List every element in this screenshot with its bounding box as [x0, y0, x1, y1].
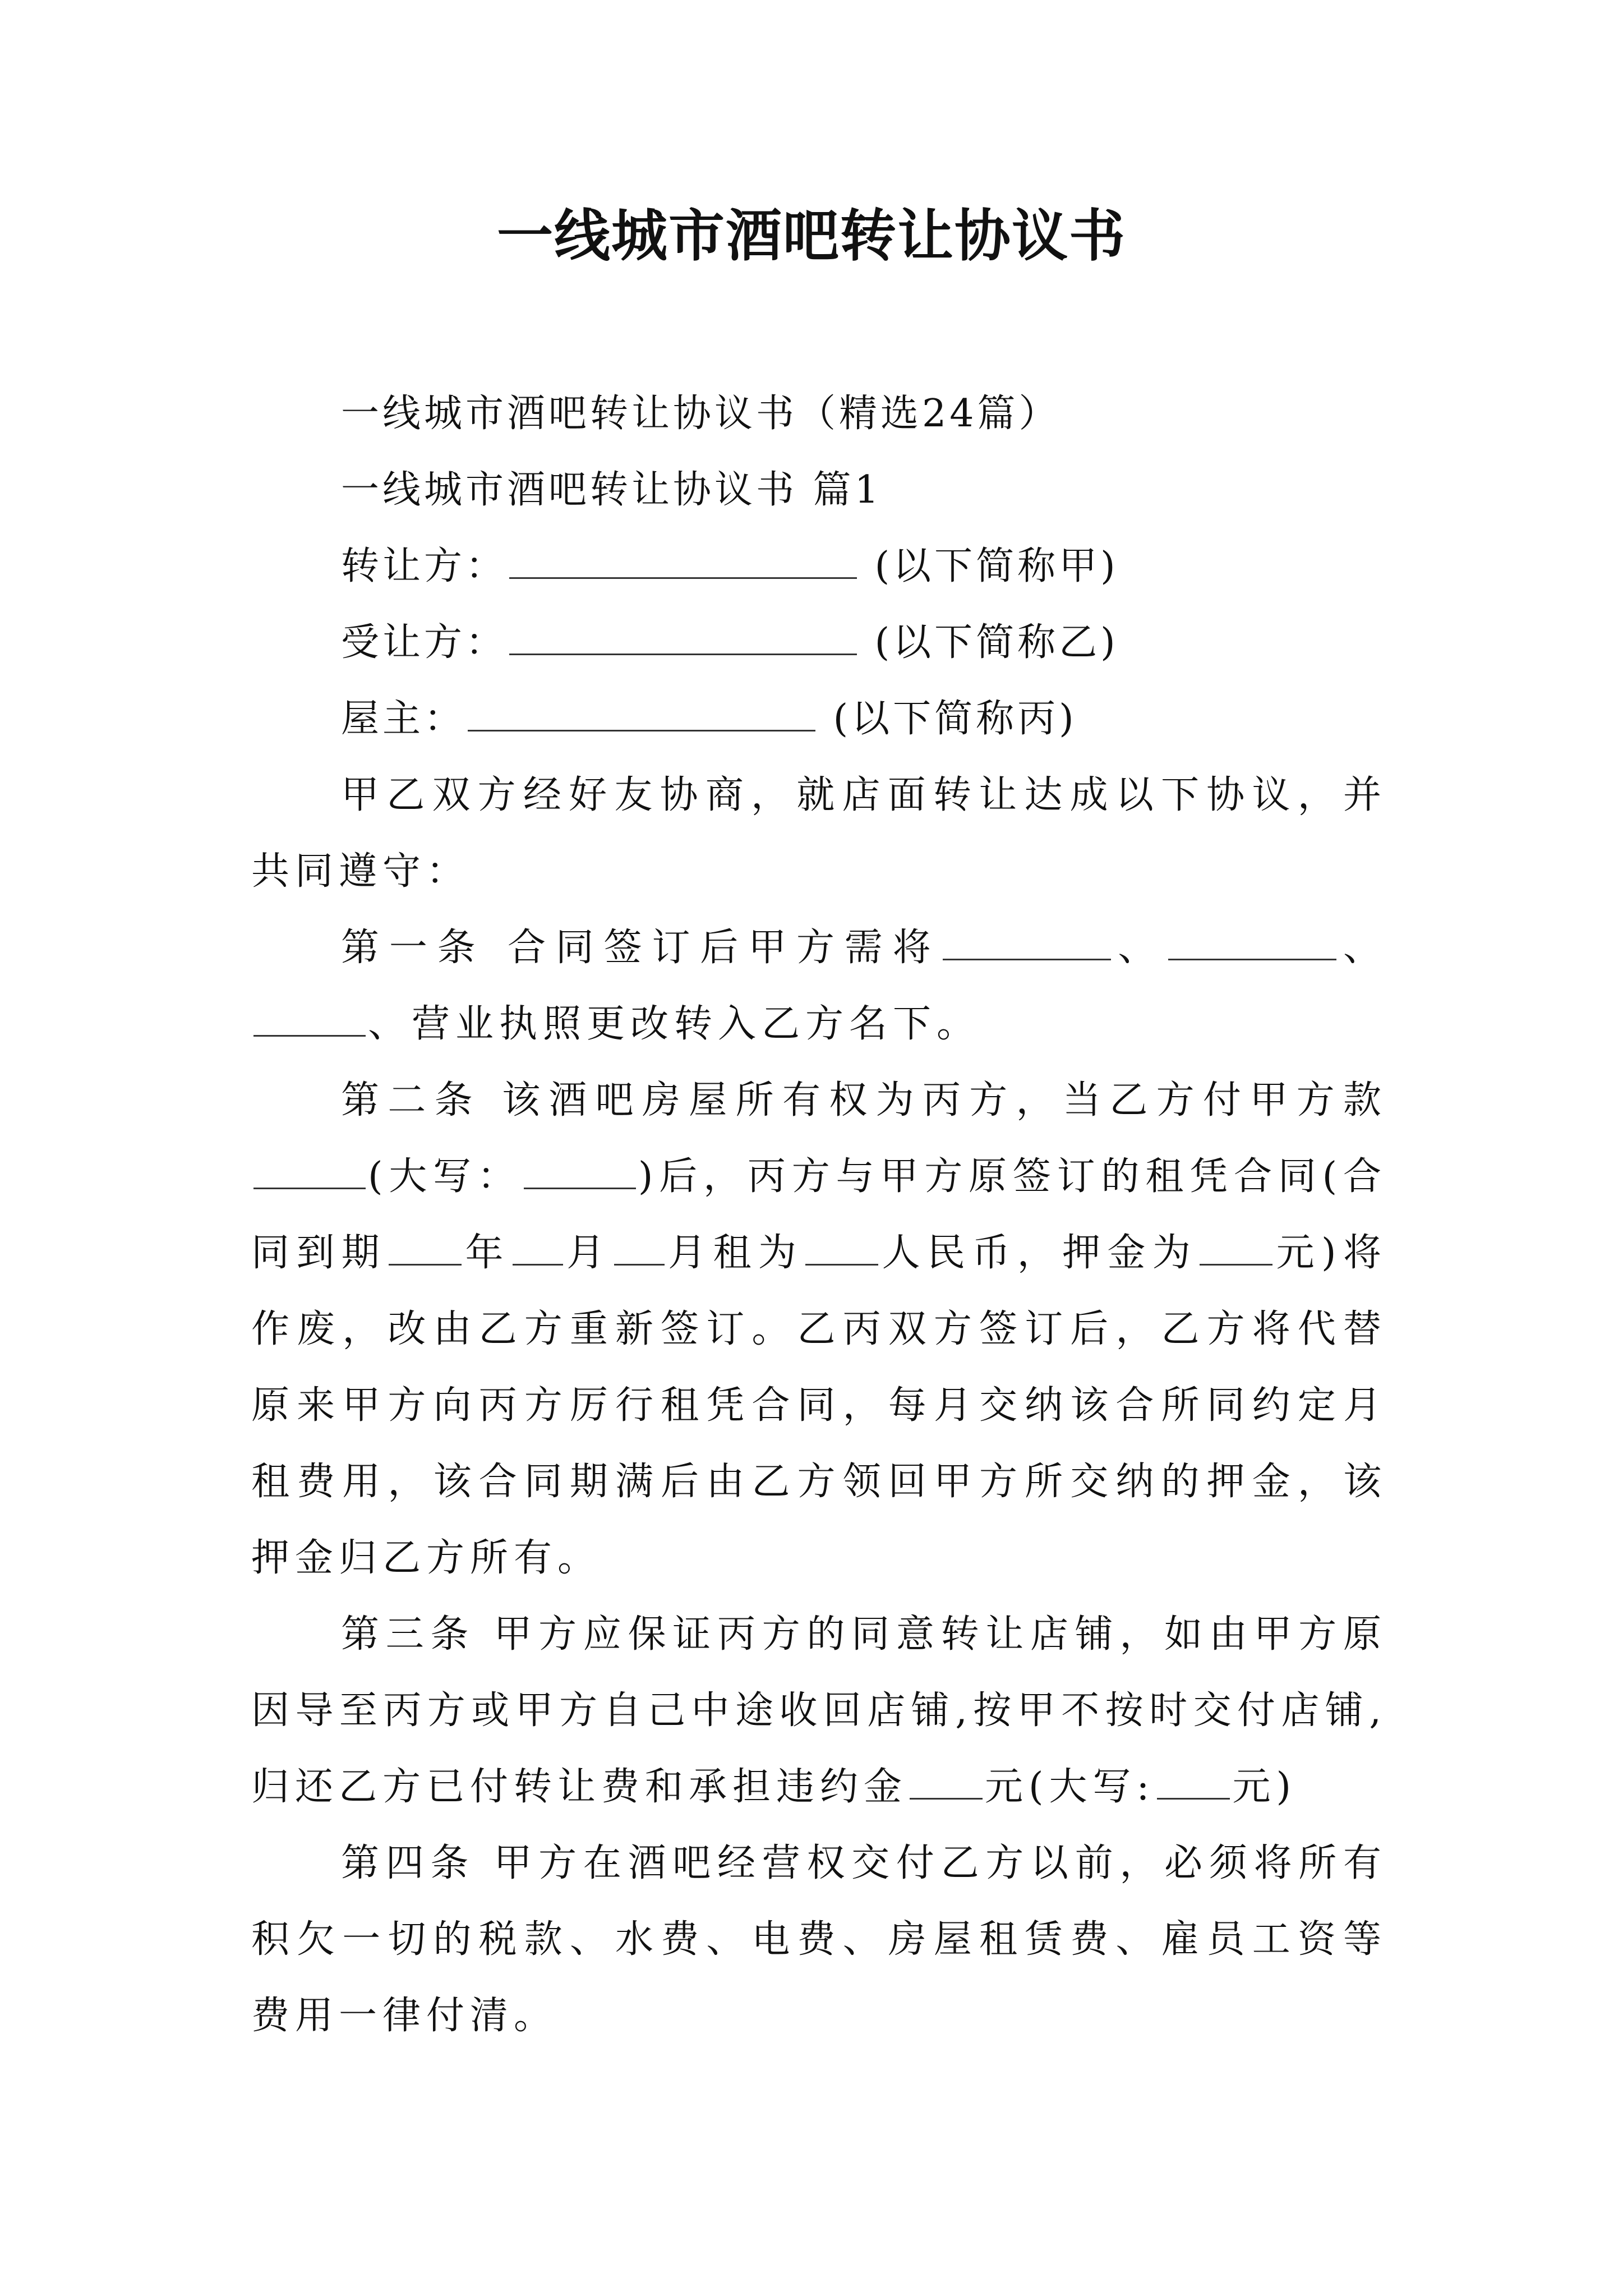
article-3-blank-penalty-caps — [1157, 1759, 1230, 1800]
article-2-text-month: 月 — [565, 1231, 612, 1275]
article-1-blank-3 — [253, 996, 366, 1037]
article-2-blank-rent — [805, 1225, 878, 1266]
landlord-label: 屋主： — [341, 697, 466, 741]
article-3-blank-penalty — [910, 1759, 983, 1800]
article-1 — [251, 910, 1387, 1062]
article-2-text-year: 年 — [464, 1231, 510, 1275]
article-1-text-a: 第一条 合同签订后甲方需将 — [341, 926, 941, 970]
landlord-suffix: (以下简称丙) — [833, 697, 1077, 741]
transferor-blank — [509, 538, 857, 579]
article-2-blank-rent-month — [614, 1225, 665, 1266]
article-1-blank-2 — [1168, 919, 1336, 960]
article-2-blank-amount-caps — [524, 1148, 636, 1189]
article-1-blank-1 — [943, 919, 1111, 960]
article-2-text-deposit: 人民币，押金为 — [880, 1231, 1198, 1275]
transferee-blank — [509, 614, 857, 655]
article-2-text-d: 元)将作废，改由乙方重新签订。乙丙双方签订后，乙方将代替原来甲方向丙方厉行租凭合同，每月交纳该合所同约定月租费用，该合同期满后由乙方领回甲方所交纳的押金，该押金归乙方所有。 — [251, 1231, 1387, 1580]
landlord-blank — [468, 691, 815, 731]
subtitle: 一线城市酒吧转让协议书（精选24篇） — [341, 392, 1061, 436]
article-1-sep-2: 、 — [1339, 926, 1387, 970]
article-2-text-a: 第二条 该酒吧房屋所有权为丙方，当乙方付甲方款 — [341, 1078, 1387, 1122]
transferee-label: 受让方： — [341, 620, 508, 665]
intro-paragraph: 甲乙双方经好友协商，就店面转让达成以下协议，并共同遵守： — [251, 773, 1387, 894]
article-1-sep-1: 、 — [1113, 926, 1166, 970]
article-2-blank-year — [389, 1225, 462, 1266]
article-2-text-b: (大写： — [368, 1154, 522, 1199]
article-2-text-rent: 月租为 — [666, 1231, 804, 1275]
article-4: 第四条 甲方在酒吧经营权交付乙方以前，必须将所有积欠一切的税款、水费、电费、房屋租赁费、雇员工资等费用一律付清。 — [251, 1841, 1387, 2038]
landlord-line — [251, 681, 1387, 757]
article-2-text-c: )后，丙方与甲方原签订的租凭合同(合同到期 — [251, 1154, 1387, 1275]
article-2 — [251, 1062, 1387, 1596]
article-2-blank-month — [513, 1225, 563, 1266]
article-1-text-b: 、营业执照更改转入乙方名下。 — [368, 1002, 981, 1046]
article-2-blank-amount — [253, 1148, 366, 1189]
section-heading: 一线城市酒吧转让协议书 篇1 — [341, 468, 882, 512]
article-2-blank-deposit — [1200, 1225, 1272, 1266]
transferor-line — [251, 528, 1387, 605]
transferee-line — [251, 605, 1387, 681]
article-3-text-b: 元(大写: — [985, 1765, 1155, 1809]
article-3-text-a: 第三条 甲方应保证丙方的同意转让店铺，如由甲方原因导至丙方或甲方自己中途收回店铺,按甲不按时交付店铺,归还乙方已付转让费和承担违约金 — [251, 1612, 1387, 1809]
transferor-label: 转让方： — [341, 544, 508, 588]
document-title: 一线城市酒吧转让协议书 — [497, 203, 1126, 269]
document-body — [251, 376, 1387, 2054]
transferee-suffix: (以下简称乙) — [874, 620, 1119, 665]
article-3 — [251, 1596, 1387, 1825]
article-3-text-c: 元) — [1232, 1765, 1297, 1809]
transferor-suffix: (以下简称甲) — [874, 544, 1119, 588]
